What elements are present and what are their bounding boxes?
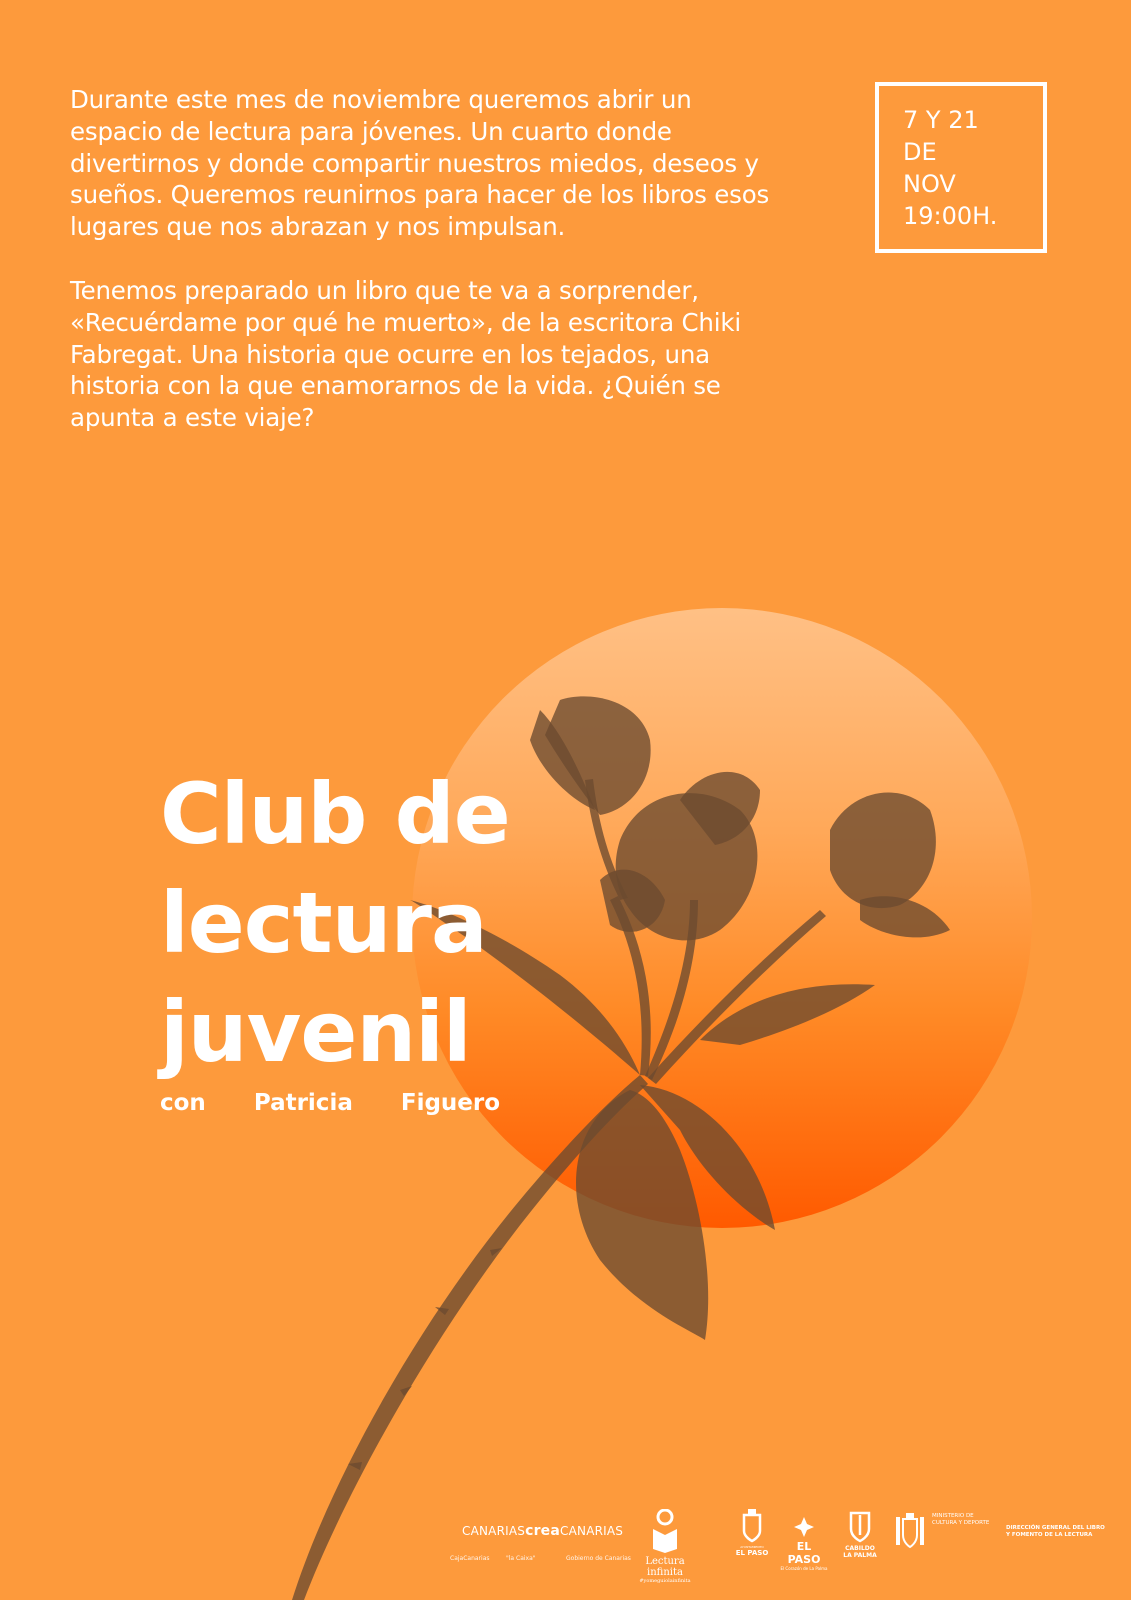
ministerio-name: MINISTERIO DE CULTURA Y DEPORTE (932, 1513, 990, 1526)
sponsor-logos (450, 1505, 1110, 1585)
title-line-1: Club de (160, 765, 510, 863)
el-paso-logo (780, 1517, 828, 1571)
creacanarias-bold: crea (525, 1523, 561, 1539)
date-line-1: 7 Y 21 (903, 106, 979, 134)
ministerio-logo (894, 1513, 990, 1549)
lectura-infinita-logo (630, 1509, 700, 1584)
event-title (160, 760, 640, 1087)
ayuntamiento-logo (734, 1509, 770, 1557)
creacanarias-post: CANARIAS (560, 1524, 624, 1538)
lectura-tag: #yomeguiolainfinita (639, 1578, 691, 1584)
el-paso-tag: El Corazón de La Palma (780, 1566, 828, 1571)
cross-icon (794, 1517, 814, 1537)
ayuntamiento-pre: AYUNTAMIENTO (740, 1545, 764, 1549)
date-line-2: DE (903, 138, 937, 166)
host-prefix: con (160, 1090, 206, 1116)
intro-paragraph-2: Tenemos preparado un libro que te va a sorprender, «Recuérdame por qué he muerto», de la escritora Chiki Fabregat. Una historia que ocurre en los tejados, una historia con la que enamorarnos de la vida. ¿Quién se apunta a este viaje? (70, 275, 741, 433)
book-icon (649, 1509, 681, 1553)
host-first-name: Patricia (253, 1090, 353, 1116)
cabildo-logo (842, 1509, 878, 1559)
lectura-label: Lectura infinita (645, 1556, 685, 1578)
direccion-general-logo: DIRECCIÓN GENERAL DEL LIBRO Y FOMENTO DE LA LECTURA (1006, 1525, 1105, 1538)
spain-shield-icon (894, 1513, 926, 1549)
title-line-3: juvenil (160, 983, 471, 1081)
sponsor-lacaixa: "la Caixa" (506, 1555, 536, 1562)
cabildo-name: CABILDO (845, 1545, 875, 1552)
creacanarias-pre: CANARIAS (462, 1524, 526, 1538)
date-line-4: 19:00H. (903, 202, 998, 230)
intro-paragraph-1: Durante este mes de noviembre queremos abrir un espacio de lectura para jóvenes. Un cuarto donde divertirnos y donde compartir nuestros miedos, deseos y sueños. Queremos reunirnos para hacer de los libros esos lugares que nos abrazan y nos impulsan. (70, 85, 770, 242)
cabildo-name-2: LA PALMA (843, 1552, 877, 1559)
el-paso-name: EL PASO (787, 1540, 821, 1566)
ayuntamiento-name: EL PASO (735, 1549, 769, 1557)
host-last-name: Figuero (400, 1090, 501, 1116)
sponsor-cajacanarias: CajaCanarias (450, 1555, 490, 1562)
sponsor-gobierno: Gobierno de Canarias (566, 1555, 631, 1562)
title-line-2: lectura (160, 874, 487, 972)
coat-of-arms-icon (741, 1509, 763, 1543)
host-line (160, 1090, 540, 1116)
cabildo-emblem-icon (848, 1509, 872, 1543)
date-line-3: NOV (903, 170, 956, 198)
creacanarias-logo (462, 1523, 623, 1539)
